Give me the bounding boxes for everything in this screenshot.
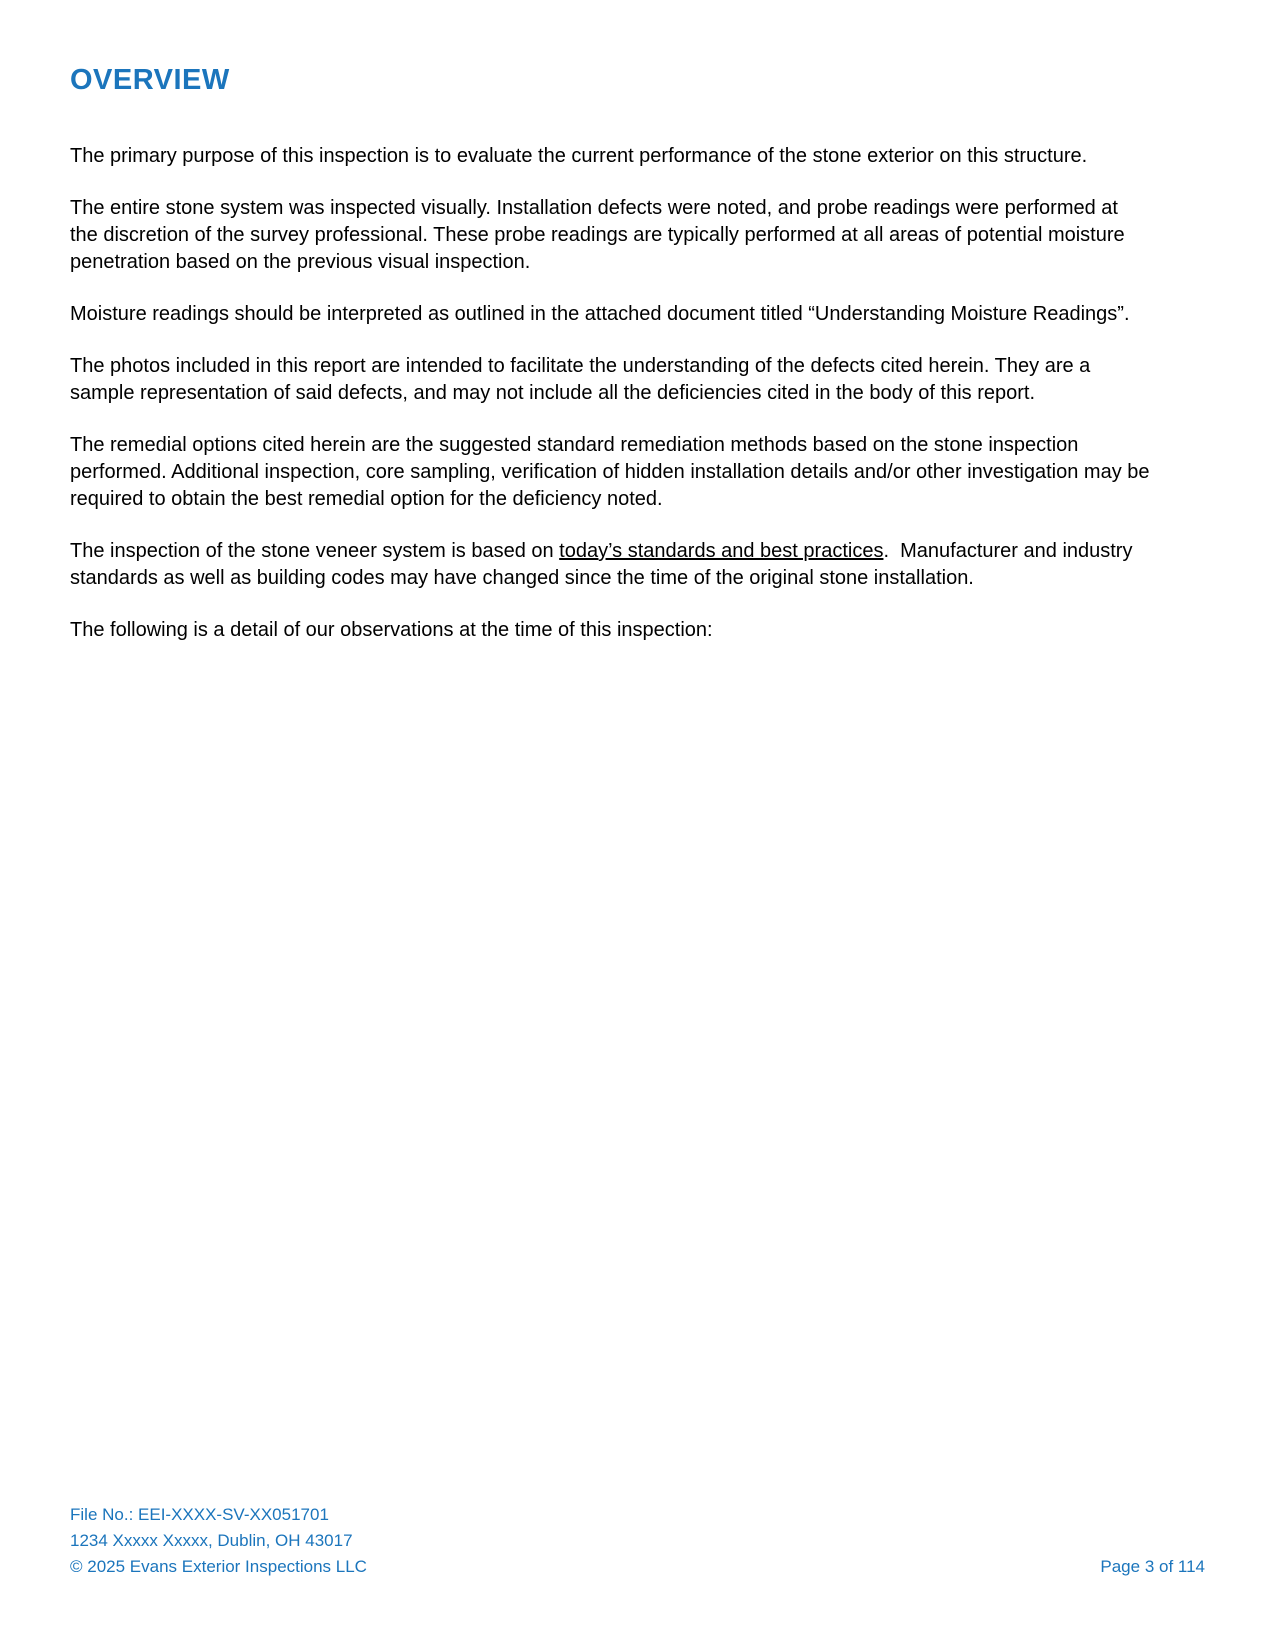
page-title: OVERVIEW — [70, 64, 230, 96]
paragraph-inspection-method: The entire stone system was inspected visually. Installation defects were noted, and probe readings were performed at the discretion of the survey professional. These probe readings are typically performed at all areas of potential moisture penetration based on the previous visual inspection. — [70, 197, 1131, 273]
footer-page-indicator: Page 3 of 114 — [1100, 1557, 1205, 1576]
standards-text-post: . Manufacturer and industry standards as well as building codes may have changed since the time of the original stone installation. — [70, 540, 1139, 589]
paragraph-primary-purpose: The primary purpose of this inspection is to evaluate the current performance of the stone exterior on this structure. — [70, 145, 1088, 167]
paragraph-moisture-readings: Moisture readings should be interpreted as outlined in the attached document titled “Understanding Moisture Readings”. — [70, 303, 1130, 325]
standards-text-pre: The inspection of the stone veneer system is based on — [70, 540, 560, 562]
standards-underlined-text: today’s standards and best practices — [559, 540, 884, 562]
footer-file-number: File No.: EEI-XXXX-SV-XX051701 — [70, 1505, 329, 1524]
paragraph-photos-disclaimer: The photos included in this report are intended to facilitate the understanding of the defects cited herein. They are a sample representation of said defects, and may not include all the deficiencies cited in the body of this report. — [70, 355, 1096, 404]
paragraph-observations-intro: The following is a detail of our observations at the time of this inspection: — [70, 619, 713, 641]
footer-address: 1234 Xxxxx Xxxxx, Dublin, OH 43017 — [70, 1531, 353, 1550]
footer-copyright: © 2025 Evans Exterior Inspections LLC — [70, 1557, 367, 1576]
page-footer — [70, 1502, 1205, 1580]
footer-left-block — [70, 1502, 367, 1580]
paragraph-remedial-options: The remedial options cited herein are the suggested standard remediation methods based on the stone inspection performed. Additional inspection, core sampling, verification of hidden installation details and/or other investigation may be required to obtain the best remedial option for the deficiency noted. — [70, 434, 1156, 510]
paragraph-standards — [70, 538, 1150, 592]
